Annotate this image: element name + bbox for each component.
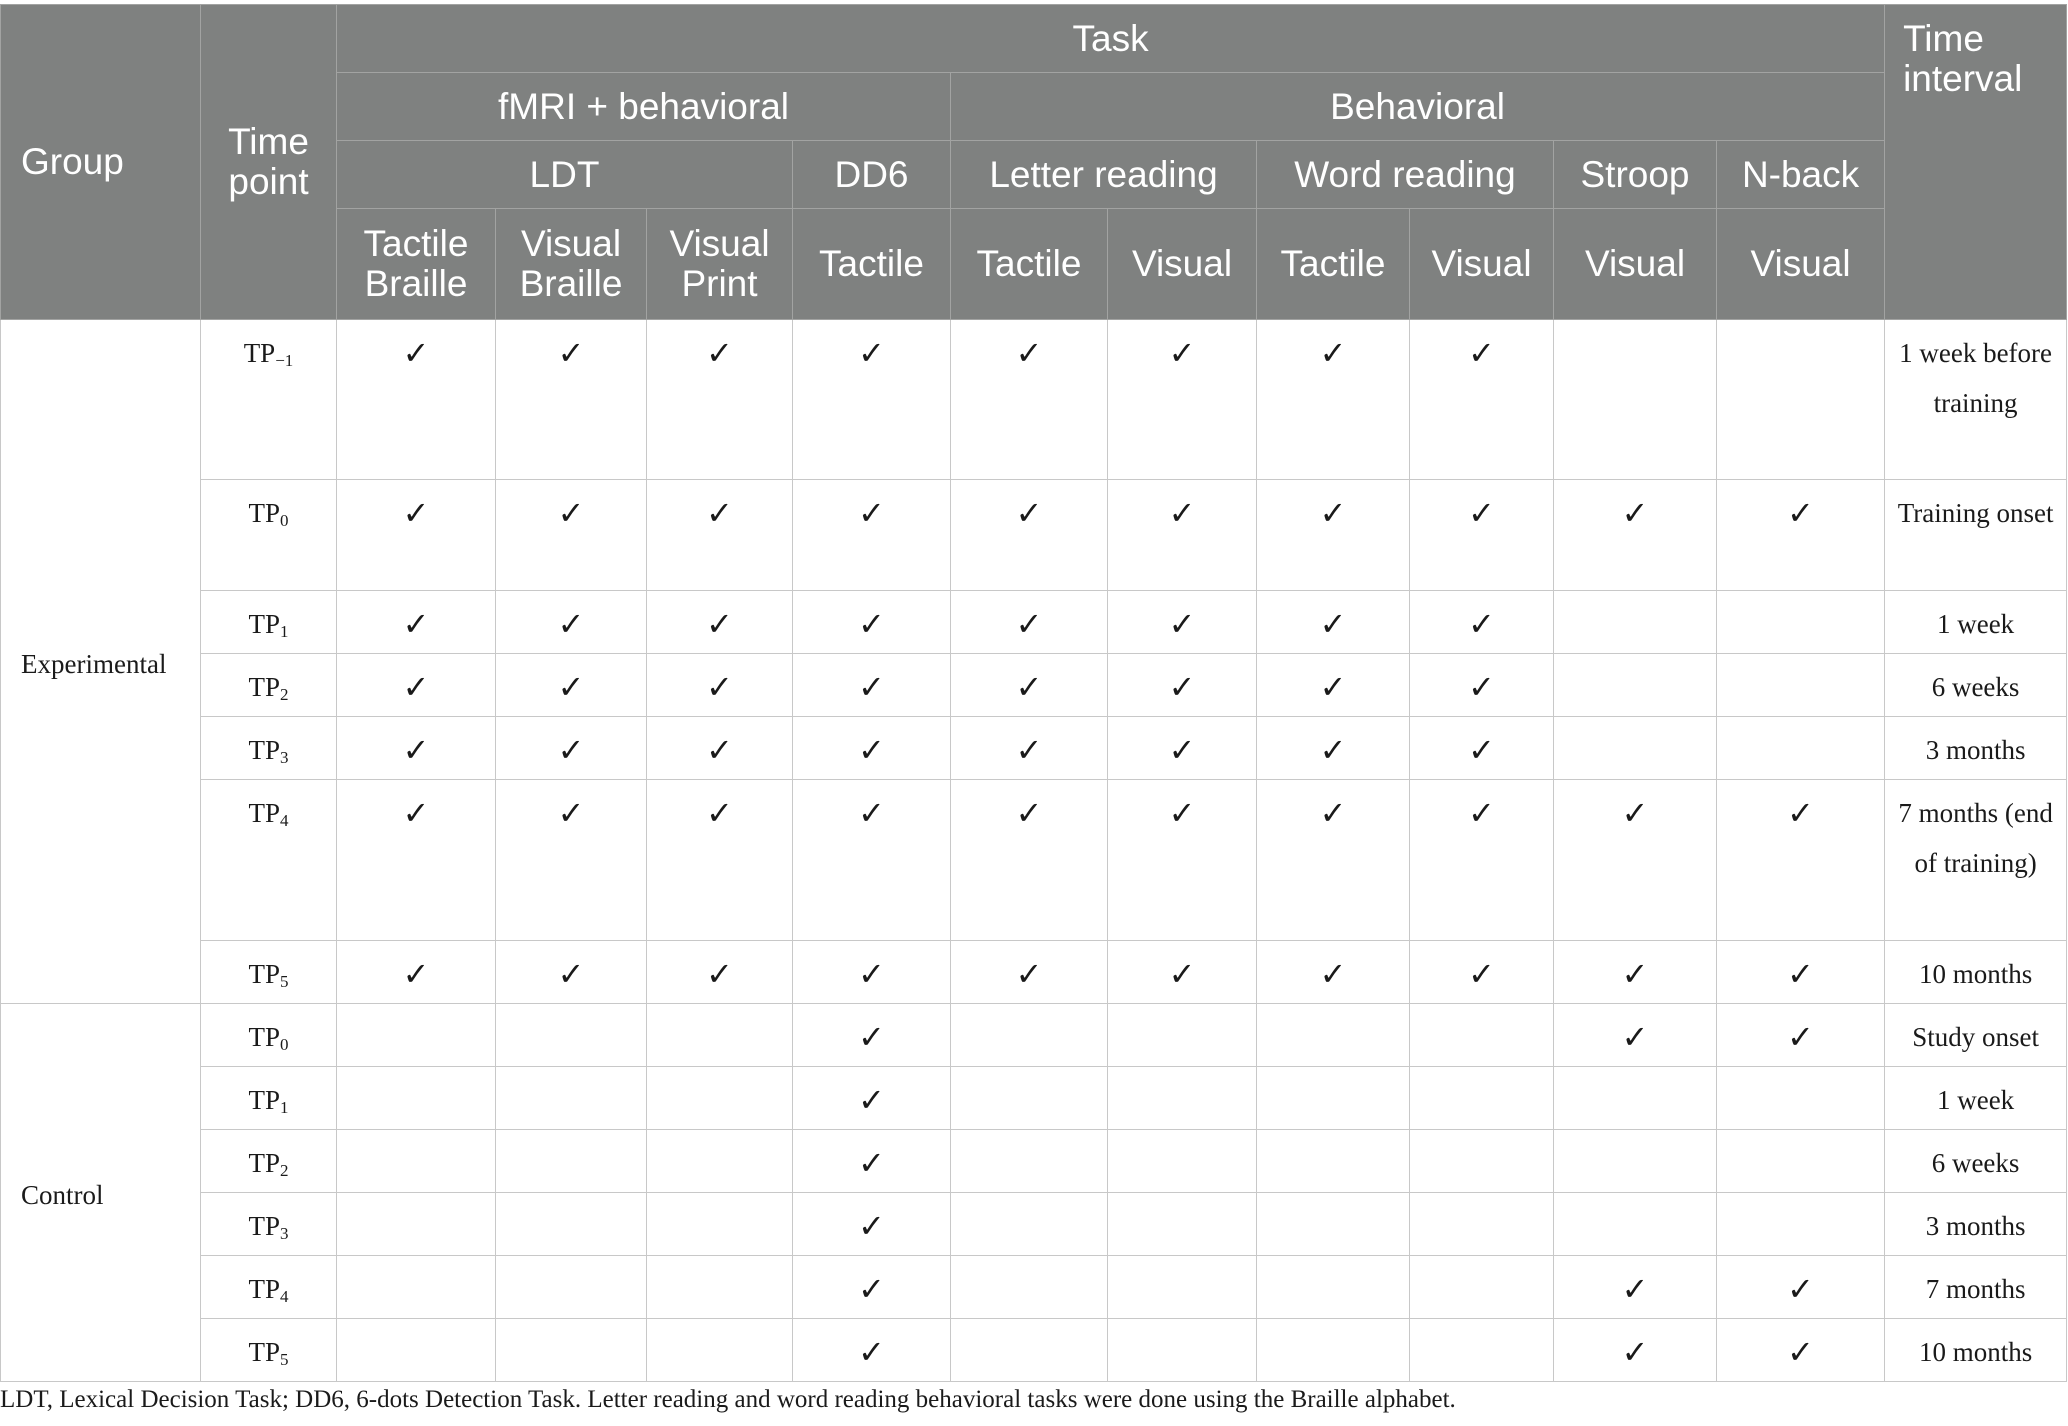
task-cell (1257, 941, 1410, 1004)
task-cell (1410, 1004, 1554, 1067)
check-mark-icon: ✓ (1168, 955, 1196, 993)
check-mark-icon: ✓ (858, 731, 885, 769)
check-mark-icon: ✓ (557, 668, 585, 706)
task-cell (793, 654, 951, 717)
task-cell (793, 941, 951, 1004)
check-mark-icon: ✓ (1168, 605, 1196, 643)
task-cell (1717, 480, 1885, 591)
task-cell (793, 1256, 951, 1319)
check-mark-icon: ✓ (706, 955, 733, 993)
check-mark-icon: ✓ (1621, 1270, 1649, 1308)
task-cell (647, 1319, 793, 1382)
task-cell (1108, 1067, 1257, 1130)
check-mark-icon: ✓ (1319, 494, 1347, 532)
time-point-label: TP (248, 959, 280, 989)
header-ldt: LDT (337, 141, 793, 209)
task-cell (1410, 1193, 1554, 1256)
task-cell (1410, 941, 1554, 1004)
check-mark-icon: ✓ (1168, 334, 1196, 372)
table-row (1, 480, 2067, 591)
task-cell (951, 1067, 1108, 1130)
check-mark-icon: ✓ (1787, 1270, 1814, 1308)
header-word-reading: Word reading (1257, 141, 1554, 209)
check-mark-icon: ✓ (858, 955, 885, 993)
check-mark-icon: ✓ (858, 1018, 885, 1056)
task-cell (1717, 1256, 1885, 1319)
task-cell (496, 1130, 647, 1193)
time-point-label: TP (243, 338, 276, 368)
task-cell (496, 1256, 647, 1319)
task-cell (1257, 320, 1410, 480)
header-behavioral: Behavioral (951, 73, 1885, 141)
task-cell (337, 654, 496, 717)
time-point-cell (201, 717, 337, 780)
table-row (1, 1256, 2067, 1319)
task-cell (496, 1067, 647, 1130)
time-point-cell (201, 780, 337, 941)
check-mark-icon: ✓ (1621, 494, 1649, 532)
time-interval-cell: 6 weeks (1885, 1130, 2067, 1193)
check-mark-icon: ✓ (402, 494, 430, 532)
check-mark-icon: ✓ (1787, 955, 1814, 993)
table-row (1, 780, 2067, 941)
check-mark-icon: ✓ (1168, 494, 1196, 532)
check-mark-icon: ✓ (1621, 1018, 1649, 1056)
task-cell (1554, 1319, 1717, 1382)
task-cell (1554, 1130, 1717, 1193)
task-cell (1717, 1130, 1885, 1193)
check-mark-icon: ✓ (706, 494, 733, 532)
task-cell (1257, 1130, 1410, 1193)
time-interval-cell: 1 week before training (1885, 320, 2067, 480)
check-mark-icon: ✓ (706, 794, 733, 832)
task-cell (1257, 1067, 1410, 1130)
time-point-index: −1 (275, 351, 294, 370)
check-mark-icon: ✓ (1621, 955, 1649, 993)
check-mark-icon: ✓ (706, 668, 733, 706)
check-mark-icon: ✓ (1621, 794, 1649, 832)
time-point-cell (201, 1067, 337, 1130)
task-cell (1554, 1193, 1717, 1256)
time-point-index: 3 (280, 748, 289, 767)
task-cell (337, 1319, 496, 1382)
header-task: Task (337, 5, 1885, 73)
task-cell (1257, 1193, 1410, 1256)
time-point-cell (201, 591, 337, 654)
check-mark-icon: ✓ (1168, 731, 1196, 769)
check-mark-icon: ✓ (706, 605, 733, 643)
task-cell (1554, 591, 1717, 654)
table-row (1, 320, 2067, 480)
task-cell (337, 480, 496, 591)
table-footnote: LDT, Lexical Decision Task; DD6, 6-dots Detection Task. Letter reading and word reading behavioral tasks were done using the Braille alphabet. (0, 1386, 1456, 1413)
task-cell (793, 1319, 951, 1382)
time-point-index: 0 (280, 1035, 289, 1054)
table-row (1, 941, 2067, 1004)
task-cell (793, 1193, 951, 1256)
task-cell (1257, 1319, 1410, 1382)
task-cell (793, 780, 951, 941)
check-mark-icon: ✓ (557, 955, 585, 993)
group-label: Control (1, 1004, 201, 1382)
header-time-interval: Time interval (1885, 5, 2067, 320)
time-point-index: 2 (280, 685, 289, 704)
task-cell (1410, 591, 1554, 654)
time-point-label: TP (248, 1148, 280, 1178)
time-point-cell (201, 320, 337, 480)
header-sub: Visual (1108, 209, 1257, 320)
task-cell (337, 320, 496, 480)
check-mark-icon: ✓ (1015, 955, 1043, 993)
time-interval-cell: 1 week (1885, 591, 2067, 654)
task-cell (1108, 717, 1257, 780)
task-cell (496, 780, 647, 941)
table-body (1, 320, 2067, 1382)
study-schedule-table (0, 4, 2067, 1382)
check-mark-icon: ✓ (706, 731, 733, 769)
check-mark-icon: ✓ (858, 794, 885, 832)
check-mark-icon: ✓ (557, 794, 585, 832)
task-cell (1410, 1067, 1554, 1130)
task-cell (1554, 780, 1717, 941)
task-cell (793, 591, 951, 654)
task-cell (951, 1256, 1108, 1319)
header-sub: Tactile (951, 209, 1108, 320)
check-mark-icon: ✓ (402, 334, 430, 372)
time-point-label: TP (248, 1337, 280, 1367)
task-cell (1410, 1256, 1554, 1319)
header-stroop: Stroop (1554, 141, 1717, 209)
check-mark-icon: ✓ (1319, 731, 1347, 769)
task-cell (337, 1067, 496, 1130)
check-mark-icon: ✓ (1015, 668, 1043, 706)
task-cell (496, 654, 647, 717)
check-mark-icon: ✓ (1319, 605, 1347, 643)
task-cell (793, 1130, 951, 1193)
task-cell (1257, 1256, 1410, 1319)
task-cell (496, 941, 647, 1004)
table-row (1, 1193, 2067, 1256)
check-mark-icon: ✓ (1787, 794, 1814, 832)
time-point-index: 2 (280, 1161, 289, 1180)
time-interval-cell: Training onset (1885, 480, 2067, 591)
time-point-cell (201, 1193, 337, 1256)
header-sub: Tactile (793, 209, 951, 320)
check-mark-icon: ✓ (1621, 1333, 1649, 1371)
time-point-label: TP (248, 498, 280, 528)
table-row (1, 1067, 2067, 1130)
header-letter-reading: Letter reading (951, 141, 1257, 209)
task-cell (951, 1319, 1108, 1382)
task-cell (647, 1067, 793, 1130)
task-cell (1717, 1319, 1885, 1382)
task-cell (496, 480, 647, 591)
task-cell (496, 1193, 647, 1256)
check-mark-icon: ✓ (557, 334, 585, 372)
header-fmri-behavioral: fMRI + behavioral (337, 73, 951, 141)
task-cell (496, 1004, 647, 1067)
check-mark-icon: ✓ (402, 605, 430, 643)
task-cell (1717, 591, 1885, 654)
task-cell (1717, 654, 1885, 717)
check-mark-icon: ✓ (858, 1333, 885, 1371)
task-cell (1410, 717, 1554, 780)
time-interval-cell: 3 months (1885, 717, 2067, 780)
check-mark-icon: ✓ (1168, 794, 1196, 832)
task-cell (337, 780, 496, 941)
check-mark-icon: ✓ (402, 668, 430, 706)
task-cell (337, 1256, 496, 1319)
task-cell (1554, 941, 1717, 1004)
table-header (1, 5, 2067, 320)
task-cell (1554, 1004, 1717, 1067)
time-point-label: TP (248, 798, 280, 828)
check-mark-icon: ✓ (1468, 494, 1495, 532)
time-point-cell (201, 480, 337, 591)
check-mark-icon: ✓ (402, 794, 430, 832)
check-mark-icon: ✓ (1468, 731, 1495, 769)
task-cell (1554, 1067, 1717, 1130)
time-point-cell (201, 1319, 337, 1382)
check-mark-icon: ✓ (1468, 794, 1495, 832)
task-cell (647, 1004, 793, 1067)
header-sub: Visual Braille (496, 209, 647, 320)
task-cell (1257, 1004, 1410, 1067)
task-cell (951, 591, 1108, 654)
check-mark-icon: ✓ (1468, 668, 1495, 706)
task-cell (1108, 591, 1257, 654)
task-cell (337, 591, 496, 654)
task-cell (1257, 780, 1410, 941)
check-mark-icon: ✓ (1319, 794, 1347, 832)
task-cell (647, 717, 793, 780)
task-cell (1717, 1004, 1885, 1067)
time-point-cell (201, 1256, 337, 1319)
task-cell (1108, 1193, 1257, 1256)
task-cell (1554, 717, 1717, 780)
time-point-label: TP (248, 609, 280, 639)
check-mark-icon: ✓ (1468, 334, 1495, 372)
time-interval-cell: 7 months (end of training) (1885, 780, 2067, 941)
check-mark-icon: ✓ (402, 955, 430, 993)
check-mark-icon: ✓ (557, 494, 585, 532)
header-sub: Visual Print (647, 209, 793, 320)
time-point-index: 4 (280, 811, 289, 830)
task-cell (1410, 1130, 1554, 1193)
task-cell (496, 591, 647, 654)
task-cell (1108, 1256, 1257, 1319)
task-cell (1108, 780, 1257, 941)
task-cell (951, 1004, 1108, 1067)
time-point-index: 1 (280, 1098, 289, 1117)
task-cell (1108, 1130, 1257, 1193)
task-cell (793, 717, 951, 780)
check-mark-icon: ✓ (1787, 1018, 1814, 1056)
check-mark-icon: ✓ (1015, 794, 1043, 832)
check-mark-icon: ✓ (1787, 1333, 1814, 1371)
task-cell (951, 1193, 1108, 1256)
task-cell (1257, 717, 1410, 780)
table-row (1, 591, 2067, 654)
task-cell (647, 941, 793, 1004)
task-cell (647, 480, 793, 591)
task-cell (647, 591, 793, 654)
time-interval-cell: Study onset (1885, 1004, 2067, 1067)
task-cell (1554, 320, 1717, 480)
task-cell (1410, 780, 1554, 941)
task-cell (1717, 320, 1885, 480)
time-point-index: 5 (280, 972, 289, 991)
group-label: Experimental (1, 320, 201, 1004)
check-mark-icon: ✓ (1319, 955, 1347, 993)
task-cell (1257, 591, 1410, 654)
task-cell (1717, 941, 1885, 1004)
header-sub: Visual (1410, 209, 1554, 320)
task-cell (793, 480, 951, 591)
table-row (1, 1004, 2067, 1067)
task-cell (793, 1067, 951, 1130)
task-cell (647, 1130, 793, 1193)
header-sub: Tactile Braille (337, 209, 496, 320)
header-time-point: Time point (201, 5, 337, 320)
check-mark-icon: ✓ (1015, 605, 1043, 643)
time-point-label: TP (248, 1022, 280, 1052)
time-interval-cell: 10 months (1885, 1319, 2067, 1382)
check-mark-icon: ✓ (1015, 731, 1043, 769)
time-point-cell (201, 654, 337, 717)
task-cell (1717, 717, 1885, 780)
time-point-index: 4 (280, 1287, 289, 1306)
check-mark-icon: ✓ (1015, 494, 1043, 532)
task-cell (1554, 654, 1717, 717)
time-point-label: TP (248, 1085, 280, 1115)
check-mark-icon: ✓ (1468, 605, 1495, 643)
task-cell (1554, 1256, 1717, 1319)
check-mark-icon: ✓ (1168, 668, 1196, 706)
table-row (1, 1319, 2067, 1382)
task-cell (1717, 780, 1885, 941)
check-mark-icon: ✓ (1468, 955, 1495, 993)
task-cell (647, 320, 793, 480)
time-point-index: 3 (280, 1224, 289, 1243)
task-cell (1717, 1067, 1885, 1130)
check-mark-icon: ✓ (402, 731, 430, 769)
task-cell (337, 1130, 496, 1193)
check-mark-icon: ✓ (858, 1081, 885, 1119)
task-cell (1410, 480, 1554, 591)
task-cell (647, 1193, 793, 1256)
task-cell (647, 780, 793, 941)
time-point-cell (201, 1130, 337, 1193)
time-interval-cell: 3 months (1885, 1193, 2067, 1256)
check-mark-icon: ✓ (858, 1207, 885, 1245)
time-point-label: TP (248, 735, 280, 765)
task-cell (496, 320, 647, 480)
task-cell (1410, 654, 1554, 717)
task-cell (951, 941, 1108, 1004)
task-cell (1108, 654, 1257, 717)
task-cell (1108, 320, 1257, 480)
task-cell (951, 480, 1108, 591)
time-point-label: TP (248, 1211, 280, 1241)
task-cell (793, 1004, 951, 1067)
task-cell (1410, 320, 1554, 480)
header-sub: Visual (1554, 209, 1717, 320)
task-cell (1554, 480, 1717, 591)
check-mark-icon: ✓ (1787, 494, 1814, 532)
header-nback: N-back (1717, 141, 1885, 209)
task-cell (1108, 1004, 1257, 1067)
check-mark-icon: ✓ (858, 334, 885, 372)
time-point-index: 5 (280, 1350, 289, 1369)
check-mark-icon: ✓ (557, 605, 585, 643)
task-cell (1108, 480, 1257, 591)
task-cell (1410, 1319, 1554, 1382)
task-cell (1108, 1319, 1257, 1382)
task-cell (647, 654, 793, 717)
task-cell (1717, 1193, 1885, 1256)
check-mark-icon: ✓ (858, 1144, 885, 1182)
check-mark-icon: ✓ (557, 731, 585, 769)
task-cell (793, 320, 951, 480)
task-cell (951, 1130, 1108, 1193)
task-cell (1108, 941, 1257, 1004)
time-point-index: 0 (280, 511, 289, 530)
task-cell (1257, 480, 1410, 591)
time-point-label: TP (248, 1274, 280, 1304)
check-mark-icon: ✓ (858, 1270, 885, 1308)
task-cell (337, 1004, 496, 1067)
check-mark-icon: ✓ (1015, 334, 1043, 372)
task-cell (951, 780, 1108, 941)
time-point-label: TP (248, 672, 280, 702)
table-row (1, 1130, 2067, 1193)
task-cell (647, 1256, 793, 1319)
check-mark-icon: ✓ (858, 494, 885, 532)
task-cell (337, 941, 496, 1004)
header-group: Group (1, 5, 201, 320)
table-row (1, 654, 2067, 717)
task-cell (1257, 654, 1410, 717)
task-cell (951, 320, 1108, 480)
task-cell (337, 1193, 496, 1256)
task-cell (337, 717, 496, 780)
header-dd6: DD6 (793, 141, 951, 209)
header-sub: Visual (1717, 209, 1885, 320)
time-point-cell (201, 941, 337, 1004)
check-mark-icon: ✓ (858, 668, 885, 706)
time-interval-cell: 1 week (1885, 1067, 2067, 1130)
table-row (1, 717, 2067, 780)
task-cell (951, 654, 1108, 717)
time-interval-cell: 6 weeks (1885, 654, 2067, 717)
check-mark-icon: ✓ (858, 605, 885, 643)
task-cell (496, 717, 647, 780)
task-cell (951, 717, 1108, 780)
time-point-cell (201, 1004, 337, 1067)
header-sub: Tactile (1257, 209, 1410, 320)
time-interval-cell: 10 months (1885, 941, 2067, 1004)
check-mark-icon: ✓ (1319, 334, 1347, 372)
task-cell (496, 1319, 647, 1382)
check-mark-icon: ✓ (1319, 668, 1347, 706)
time-point-index: 1 (280, 622, 289, 641)
time-interval-cell: 7 months (1885, 1256, 2067, 1319)
check-mark-icon: ✓ (706, 334, 733, 372)
